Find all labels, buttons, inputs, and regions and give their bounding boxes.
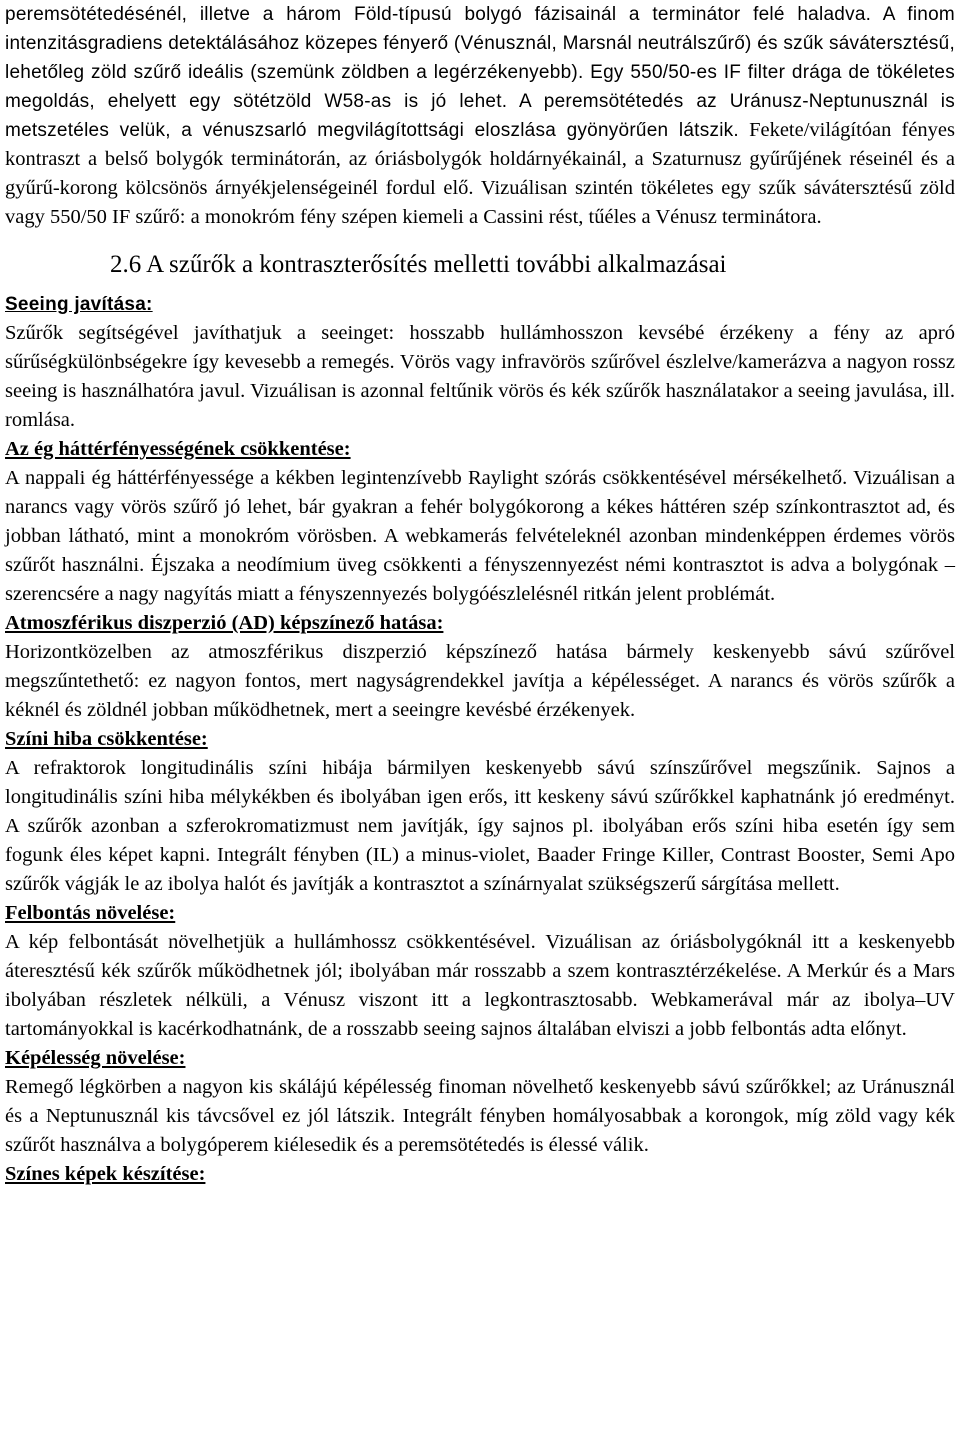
intro-text-sans: peremsötétedésénél, illetve a három Föld-típusú bolygó fázisainál a terminátor felé haladva. A finom intenzitásgradiens detektálásához közepes fényerő (Vénusznál, Marsnál neutrálszűrő) és szűk sávátersztésű, lehetőleg zöld szűrő ideális (szemünk zöldben a legérzékenyebb). Egy 550/50-es IF filter drága de tökéletes megoldás, ehelyett egy sötétzöld W58-as is jó lehet. A peremsötétedés az Uránusz-Neptunusznál is metszetéles velük, a vénuszsarló megvilágítottsági eloszlása gyönyörűen látszik.: [5, 4, 955, 141]
subsection-text: A nappali ég háttérfényessége a kékben legintenzívebb Raylight szórás csökkentésével mérsékelhető. Vizuálisan a narancs vagy vörös szűrő jó lehet, bár gyakran a fehér bolygókorong a kékes háttéren szép színkontrasztot ad, és jobban látható, mint a monokróm vörösben. A webkamerás felvételeknél azonban mindenképpen érdemes vörös szűrőt használni. Éjszaka a neodímium üveg csökkenti a fényszennyezést némi kontrasztot is adva a bolygónak – szerencsére a nagy nagyítás miatt a fényszennyezés bolygóészlelésnél ritkán jelent problémát.: [5, 467, 955, 605]
subsection-chromatic-aberration: [5, 725, 955, 899]
subsection-atmospheric-dispersion: [5, 609, 955, 725]
subsection-heading: Az ég háttérfényességének csökkentése:: [5, 438, 351, 460]
subsection-text: Remegő légkörben a nagyon kis skálájú képélesség finoman növelhető keskenyebb sávú szűrőkkel; az Uránusznál és a Neptunusznál kis távcsővel ez jól látszik. Integrált fényben homályosabbak a korongok, míg zöld vagy kék szűrőt használva a bolygóperem kiélesedik és a peremsötétedés is élessé válik.: [5, 1076, 955, 1156]
subsection-heading: Képélesség növelése:: [5, 1047, 186, 1069]
intro-text-serif: Fekete/világítóan fényes kontraszt a belső bolygók terminátorán, az óriásbolygók holdárnyékainál, a Szaturnusz gyűrűjének réseinél és a gyűrű-korong kölcsönös árnyékjelenségeinél fordul elő. Vizuálisan szintén tökéletes egy szűk sávátersztésű zöld vagy 550/50 IF szűrő: a monokróm fény szépen kiemeli a Cassini rést, tűéles a Vénusz terminátora.: [5, 119, 955, 228]
subsection-heading: Felbontás növelése:: [5, 902, 176, 924]
subsection-heading: Atmoszférikus diszperzió (AD) képszínező hatása:: [5, 612, 444, 634]
subsection-text: Szűrők segítségével javíthatjuk a seeinget: hosszabb hullámhosszon kevsébé érzékeny a fény az apró sűrűségkülönbségekre így kevesebb a remegés. Vörös vagy infravörös szűrővel észlelve/kamerázva a nagyon rossz seeing is használhatóra javul. Vizuálisan is azonnal feltűnik vörös és kék szűrők használatakor a seeing javulása, ill. romlása.: [5, 322, 955, 431]
subsection-text: A kép felbontását növelhetjük a hullámhossz csökkentésével. Vizuálisan az óriásbolygóknál itt a keskenyebb áteresztésű kék szűrők működhetnek jól; ibolyában már rosszabb a szem kontrasztérzékelése. A Merkúr és a Mars ibolyában részletek nélküli, a Vénusz viszont itt a legkontrasztosabb. Webkamerával már az ibolya–UV tartományokkal is kacérkodhatnánk, de a rosszabb seeing sajnos általában elviszi a jobb felbontás adta előnyt.: [5, 931, 955, 1040]
subsection-heading: Színi hiba csökkentése:: [5, 728, 208, 750]
subsection-text: Horizontközelben az atmoszférikus diszperzió képszínező hatása bármely keskenyebb sávú szűrővel megszűntethető: ez nagyon fontos, mert nagyságrendekkel javítja a képélességet. A narancs és vörös szűrők a kéknél és zöldnél jobban működhetnek, mert a seeingre kevésbé érzékenyek.: [5, 641, 955, 721]
section-title: 2.6 A szűrők a kontraszterősítés melletti további alkalmazásai: [110, 251, 727, 278]
subsection-seeing: [5, 290, 955, 435]
subsection-background-brightness: [5, 435, 955, 609]
subsection-text: A refraktorok longitudinális színi hibája bármilyen keskenyebb sávú színszűrővel megszűnik. Sajnos a longitudinális színi hiba mélykékben és ibolyában igen erős, itt keskeny sávú szűrőkkel kaphatnánk jó eredményt. A szűrők azonban a szferokromatizmust nem javítják, így sajnos pl. ibolyában erős színi hiba esetén így sem fogunk éles képet kapni. Integrált fényben (IL) a minus-violet, Baader Fringe Killer, Contrast Booster, Semi Apo szűrők vágják le az ibolya halót és javítják a kontrasztot a színárnyalat szükségszerű sárgítása mellett.: [5, 757, 955, 895]
subsection-color-images: [5, 1160, 955, 1189]
document-page: [5, 0, 955, 1189]
subsection-resolution: [5, 899, 955, 1044]
subsection-heading: Színes képek készítése:: [5, 1163, 206, 1185]
intro-paragraph: [5, 0, 955, 232]
subsection-heading: Seeing javítása:: [5, 294, 153, 315]
subsection-sharpness: [5, 1044, 955, 1160]
